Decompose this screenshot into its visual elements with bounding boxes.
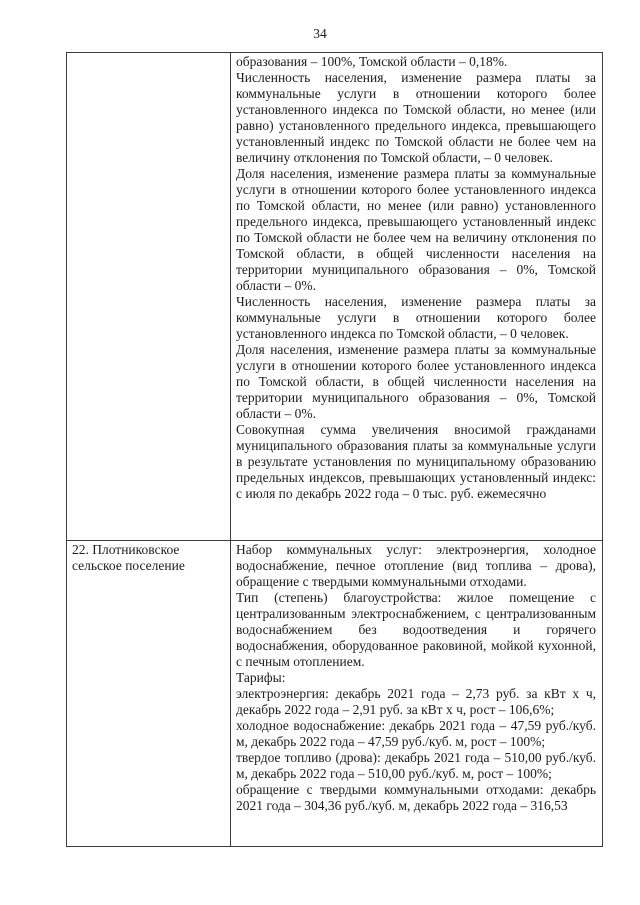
paragraph: Численность населения, изменение размера платы за коммунальные услуги в отношении которого более установленного индекса по Томской области, но менее (или равно) установленного предельного индекса, превышающего установленный индекс по Томской области не более чем на величину отклонения по Томской области, – 0 человек. [236,70,596,165]
paragraph: обращение с твердыми коммунальными отходами: декабрь 2021 года – 304,36 руб./куб. м, декабрь 2022 года – 316,53 [236,782,596,813]
municipality-cell [67,541,231,847]
municipality-cell [67,53,231,541]
paragraph: Доля населения, изменение размера платы за коммунальные услуги в отношении которого более установленного индекса по Томской области, в общей численности населения на территории муниципального образования – 0%, Томской области – 0%. [236,342,596,421]
paragraph: образования – 100%, Томской области – 0,18%. [236,54,508,69]
paragraph: электроэнергия: декабрь 2021 года – 2,73 руб. за кВт х ч, декабрь 2022 года – 2,91 руб. за кВт х ч, рост – 106,6%; [236,686,596,717]
paragraph: Численность населения, изменение размера платы за коммунальные услуги в отношении которого более установленного индекса по Томской области, – 0 человек. [236,294,596,341]
paragraph: Доля населения, изменение размера платы за коммунальные услуги в отношении которого более установленного индекса по Томской области, но менее (или равно) установленного предельного индекса, превышающего установленный индекс по Томской области не более чем на величину отклонения по Томской области, в общей численности населения на территории муниципального образования – 0%, Томской области – 0%. [236,166,596,293]
tariff-table [66,52,603,847]
paragraph: Совокупная сумма увеличения вносимой гражданами муниципального образования платы за коммунальные услуги в результате установления по муниципальному образованию предельных индексов, превышающих установленный индекс: с июля по декабрь 2022 года – 0 тыс. руб. ежемесячно [236,422,596,501]
table-row [67,541,603,847]
paragraph: Набор коммунальных услуг: электроэнергия, холодное водоснабжение, печное отопление (вид топлива – дрова), обращение с твердыми коммунальными отходами. [236,542,596,589]
page-number: 34 [313,26,327,41]
paragraph: Тарифы: [236,670,286,685]
paragraph: твердое топливо (дрова): декабрь 2021 года – 510,00 руб./куб. м, декабрь 2022 года – 510,00 руб./куб. м, рост – 100%; [236,750,596,781]
description-cell [231,53,603,541]
paragraph: Тип (степень) благоустройства: жилое помещение с централизованным электроснабжением, с централизованным водоснабжением без водоотведения и горячего водоснабжения, оборудованное раковиной, мойкой кухонной, с печным отоплением. [236,590,596,669]
municipality-name: 22. Плотниковское сельское поселение [72,542,185,573]
paragraph: холодное водоснабжение: декабрь 2021 года – 47,59 руб./куб. м, декабрь 2022 года – 47,59 руб./куб. м, рост – 100%; [236,718,596,749]
description-cell [231,541,603,847]
table-row [67,53,603,541]
